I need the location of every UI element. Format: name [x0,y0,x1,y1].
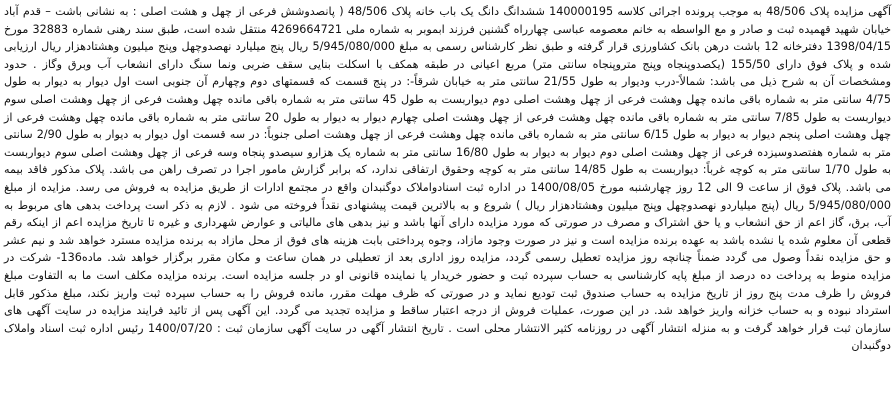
auction-notice-text: آگهی مزایده پلاک 48/506 به موجب پرونده اجرائی کلاسه 140000195 ششدانگ دانگ یک باب خانه پلاک 48/506 ( پانصدوشش فرعی از چهل و هشت اصلی : به نشانی باشت – قدم آباد خیابان شهید قهمیده ثبت و صادر و مع الواسطه به خانم معصومه عباسی چهارراه گشنین فرزند ابموبر به شماره ملی 4269664721 منتقل شده است، طبق سند رهنی شماره 32883 مورخ 1398/04/15 دفترخانه 12 باشت درهن بانک کشاورزی قرار گرفته و طبق نظر کارشناس رسمی به مبلغ 5/945/080/000 ریال پنج میلیارد نهصدوچهل وپنج میلیون وهشتادهزار ریال ارزیابی شده و پلاک فوق دارای 155/50 (یکصدوپنجاه وپنج متروپنجاه سانتی متر) مربع اعیانی در طبقه همکف با اسکلت بنایی سقف ضربی ونما سنگ دارای انشعاب آب وبرق وگاز . حدود ومشخصات آن به شرح ذیل می باشد: شمالاً-درب ودیوار به طول 21/55 سانتی متر به خیابان شرقاً-: در پنج قسمت که قسمتهای دوم وچهارم آن جنوبی است اول دیوار به دیوار به طول 4/75 سانتی متر به شماره باقی مانده چهل وهشت فرعی از چهل وهشت اصلی دوم دیواربست به طول 45 سانتی متر به شماره باقی مانده چهل وهشت فرعی از چهل وهشت اصلی سوم دیواربست به طول 7/85 سانتی متر به شماره باقی مانده چهل وهشت فرعی از چهل وهشت اصلی چهارم دیوار به دیوار به طول 20 سانتی متر به شماره باقی مانده چهل وهشت فرعی از چهل وهشت اصلی پنجم دیوار به دیوار به طول 6/15 سانتی متر به شماره باقی مانده چهل وهشت فرعی از چهل وهشت اصلی جنوباً: در سه قسمت اول دیوار به دیوار به طول 2/90 سانتی متر به شماره هفتصدوسیزده فرعی از چهل وهشت اصلی دوم دیوار به دیوار به طول 16/80 سانتی متر به شماره یک هزارو سیصدو پنجاه وسه فرعی از چهل وهشت اصلی سوم دیواربست به طول 1/70 سانتی متر به کوچه غرباً: دیواربست به طول 14/85 سانتی متر به کوچه وحقوق ارتفاقی ندارد، که برابر گزارش مامور اجرا در تصرف راهن می باشد. پلاک مذکور فاقد بیمه می باشد. پلاک فوق از ساعت 9 الی 12 روز چهارشنبه مورخ 1400/08/05 در اداره ثبت اسنادواملاک دوگنبدان واقع در مجتمع ادارات از طریق مزایده به فروش می رسد. مزایده از مبلغ 5/945/080/000 ریال (پنج میلیاردو نهصدوچهل وپنج میلیون وهشتادهزار ریال ) شروع و به بالاترین قیمت پیشنهادی نقداً فروخته می شود . لازم به ذکر است پرداخت بدهی های مربوط به آب، برق، گاز اعم از حق انشعاب و یا حق اشتراک و مصرف در صورتی که مورد مزایده دارای آنها باشد و نیز بدهی های مالیاتی و عوارض شهرداری و غیره تا تاریخ مزایده اعم از اینکه رقم قطعی آن معلوم شده یا نشده باشد به عهده برنده مزایده است و نیز در صورت وجود مازاد، وجوه پرداختی بابت هزینه های فوق از محل مازاد به برنده مزایده مسترد خواهد شد و نیم عشر و حق مزایده نقداً وصول می گردد ضمناً چنانچه روز مزایده تعطیل رسمی گردد، مزایده روز اداری بعد از تعطیلی در همان ساعت و مکان مقرر برگزار خواهد شد. ماده136- شرکت در مزایده منوط به پرداخت ده درصد از مبلغ پایه کارشناسی به حساب سپرده ثبت و حضور خریدار یا نماینده قانونی او در جلسه مزایده است. برنده مزایده مکلف است ما به التفاوت مبلغ فروش را ظرف مدت پنج روز از تاریخ مزایده به حساب صندوق ثبت تودیع نماید و در صورتی که ظرف مهلت مقرر، مانده فروش را به حساب سپرده ثبت واریز نکند، مبلغ مذکور قابل استرداد نبوده و به حساب خزانه واریز خواهد شد. در این صورت، عملیات فروش از درجه اعتبار ساقط و مزایده تجدید می گردد. این آگهی پس از تائید فرایند مزایده در سایت آگهی های سازمان ثبت قرار خواهد گرفت و به منزله انتشار آگهی در روزنامه کثیر الانتشار محلی است . تاریخ انتشار آگهی در سایت آگهی سازمان ثبت : 1400/07/20 رئیس اداره ثبت اسناد واملاک دوگنبدان [4,5,892,353]
